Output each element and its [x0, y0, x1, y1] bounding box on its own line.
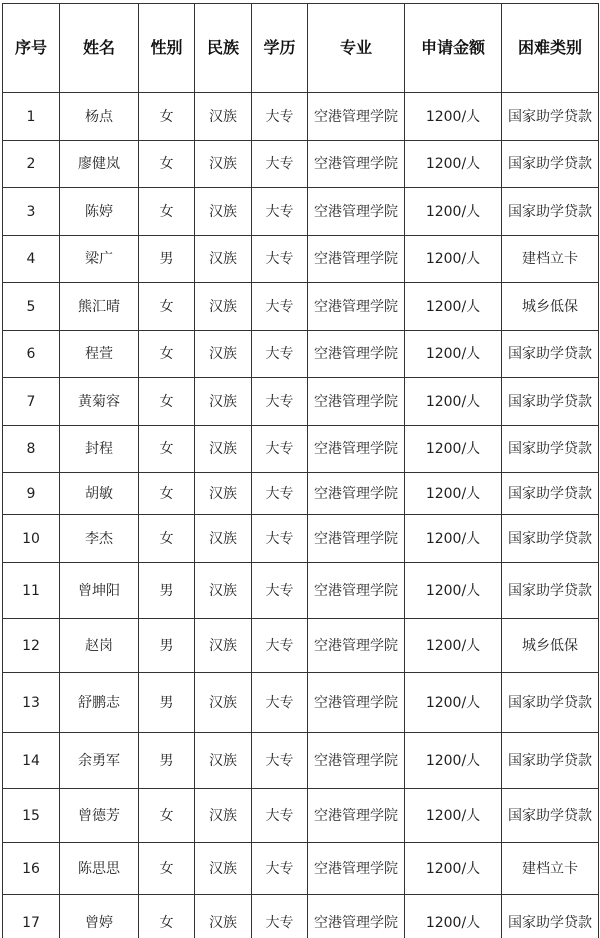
cell-gender: 女: [139, 789, 195, 843]
cell-gender: 女: [139, 895, 195, 938]
cell-category: 国家助学贷款: [502, 331, 599, 378]
table-row: [3, 563, 599, 619]
cell-no: 4: [3, 236, 60, 283]
cell-no: 13: [3, 673, 60, 733]
cell-no: 16: [3, 843, 60, 895]
cell-no: 10: [3, 515, 60, 563]
cell-major: 空港管理学院: [308, 895, 405, 938]
cell-education: 大专: [252, 843, 308, 895]
cell-amount: 1200/人: [405, 563, 502, 619]
cell-amount: 1200/人: [405, 515, 502, 563]
cell-education: 大专: [252, 141, 308, 188]
cell-category: 城乡低保: [502, 619, 599, 673]
cell-education: 大专: [252, 733, 308, 789]
cell-gender: 女: [139, 473, 195, 515]
header-cell-major: 专业: [308, 4, 405, 93]
cell-name: 梁广: [60, 236, 139, 283]
cell-category: 城乡低保: [502, 283, 599, 331]
cell-major: 空港管理学院: [308, 331, 405, 378]
student-aid-table: [2, 3, 599, 938]
cell-ethnicity: 汉族: [195, 283, 252, 331]
cell-major: 空港管理学院: [308, 619, 405, 673]
cell-ethnicity: 汉族: [195, 733, 252, 789]
cell-education: 大专: [252, 789, 308, 843]
cell-ethnicity: 汉族: [195, 843, 252, 895]
cell-category: 国家助学贷款: [502, 563, 599, 619]
cell-no: 2: [3, 141, 60, 188]
cell-ethnicity: 汉族: [195, 619, 252, 673]
header-row: [3, 4, 599, 93]
header-cell-name: 姓名: [60, 4, 139, 93]
cell-category: 国家助学贷款: [502, 789, 599, 843]
cell-education: 大专: [252, 515, 308, 563]
cell-amount: 1200/人: [405, 473, 502, 515]
cell-ethnicity: 汉族: [195, 673, 252, 733]
cell-education: 大专: [252, 673, 308, 733]
cell-name: 曾坤阳: [60, 563, 139, 619]
cell-category: 国家助学贷款: [502, 473, 599, 515]
cell-amount: 1200/人: [405, 236, 502, 283]
table-row: [3, 895, 599, 938]
cell-category: 建档立卡: [502, 843, 599, 895]
cell-gender: 男: [139, 733, 195, 789]
table-row: [3, 673, 599, 733]
table-body: [3, 93, 599, 938]
table-row: [3, 426, 599, 473]
table-row: [3, 141, 599, 188]
cell-gender: 女: [139, 426, 195, 473]
cell-ethnicity: 汉族: [195, 93, 252, 141]
cell-major: 空港管理学院: [308, 236, 405, 283]
cell-no: 17: [3, 895, 60, 938]
cell-education: 大专: [252, 895, 308, 938]
table-row: [3, 283, 599, 331]
cell-education: 大专: [252, 93, 308, 141]
cell-major: 空港管理学院: [308, 141, 405, 188]
cell-amount: 1200/人: [405, 378, 502, 426]
cell-education: 大专: [252, 619, 308, 673]
cell-major: 空港管理学院: [308, 733, 405, 789]
cell-no: 6: [3, 331, 60, 378]
cell-major: 空港管理学院: [308, 93, 405, 141]
table-row: [3, 236, 599, 283]
cell-gender: 男: [139, 563, 195, 619]
cell-category: 国家助学贷款: [502, 515, 599, 563]
cell-no: 7: [3, 378, 60, 426]
cell-ethnicity: 汉族: [195, 895, 252, 938]
cell-no: 9: [3, 473, 60, 515]
cell-gender: 男: [139, 673, 195, 733]
cell-amount: 1200/人: [405, 619, 502, 673]
cell-amount: 1200/人: [405, 895, 502, 938]
cell-category: 国家助学贷款: [502, 673, 599, 733]
cell-gender: 女: [139, 515, 195, 563]
cell-ethnicity: 汉族: [195, 473, 252, 515]
cell-amount: 1200/人: [405, 843, 502, 895]
cell-education: 大专: [252, 236, 308, 283]
cell-name: 黄菊容: [60, 378, 139, 426]
cell-amount: 1200/人: [405, 673, 502, 733]
cell-no: 8: [3, 426, 60, 473]
cell-ethnicity: 汉族: [195, 789, 252, 843]
cell-name: 熊汇晴: [60, 283, 139, 331]
table-row: [3, 473, 599, 515]
cell-ethnicity: 汉族: [195, 515, 252, 563]
cell-major: 空港管理学院: [308, 843, 405, 895]
cell-education: 大专: [252, 426, 308, 473]
cell-amount: 1200/人: [405, 426, 502, 473]
cell-amount: 1200/人: [405, 188, 502, 236]
cell-gender: 女: [139, 188, 195, 236]
cell-ethnicity: 汉族: [195, 378, 252, 426]
cell-category: 国家助学贷款: [502, 188, 599, 236]
cell-amount: 1200/人: [405, 733, 502, 789]
cell-gender: 女: [139, 378, 195, 426]
cell-name: 廖健岚: [60, 141, 139, 188]
table-row: [3, 619, 599, 673]
cell-major: 空港管理学院: [308, 473, 405, 515]
cell-education: 大专: [252, 563, 308, 619]
cell-amount: 1200/人: [405, 141, 502, 188]
cell-gender: 男: [139, 619, 195, 673]
cell-name: 李杰: [60, 515, 139, 563]
cell-gender: 男: [139, 236, 195, 283]
header-cell-gender: 性别: [139, 4, 195, 93]
cell-major: 空港管理学院: [308, 789, 405, 843]
table-row: [3, 188, 599, 236]
cell-category: 国家助学贷款: [502, 426, 599, 473]
cell-name: 封程: [60, 426, 139, 473]
cell-name: 赵岗: [60, 619, 139, 673]
cell-ethnicity: 汉族: [195, 563, 252, 619]
cell-gender: 女: [139, 843, 195, 895]
table-row: [3, 733, 599, 789]
cell-no: 14: [3, 733, 60, 789]
cell-no: 12: [3, 619, 60, 673]
cell-gender: 女: [139, 283, 195, 331]
cell-name: 杨点: [60, 93, 139, 141]
cell-gender: 女: [139, 93, 195, 141]
cell-category: 国家助学贷款: [502, 895, 599, 938]
cell-ethnicity: 汉族: [195, 188, 252, 236]
cell-gender: 女: [139, 141, 195, 188]
cell-education: 大专: [252, 188, 308, 236]
cell-ethnicity: 汉族: [195, 331, 252, 378]
cell-no: 5: [3, 283, 60, 331]
cell-no: 11: [3, 563, 60, 619]
cell-education: 大专: [252, 378, 308, 426]
cell-category: 国家助学贷款: [502, 93, 599, 141]
cell-ethnicity: 汉族: [195, 141, 252, 188]
cell-major: 空港管理学院: [308, 426, 405, 473]
cell-category: 国家助学贷款: [502, 733, 599, 789]
table-row: [3, 843, 599, 895]
cell-no: 1: [3, 93, 60, 141]
cell-name: 程萱: [60, 331, 139, 378]
cell-category: 国家助学贷款: [502, 378, 599, 426]
table-row: [3, 93, 599, 141]
cell-category: 国家助学贷款: [502, 141, 599, 188]
cell-major: 空港管理学院: [308, 283, 405, 331]
cell-name: 曾婷: [60, 895, 139, 938]
cell-name: 舒鹏志: [60, 673, 139, 733]
header-cell-education: 学历: [252, 4, 308, 93]
cell-name: 陈思思: [60, 843, 139, 895]
cell-no: 15: [3, 789, 60, 843]
header-cell-no: 序号: [3, 4, 60, 93]
cell-education: 大专: [252, 473, 308, 515]
cell-gender: 女: [139, 331, 195, 378]
cell-name: 余勇军: [60, 733, 139, 789]
cell-amount: 1200/人: [405, 283, 502, 331]
cell-no: 3: [3, 188, 60, 236]
cell-major: 空港管理学院: [308, 378, 405, 426]
cell-name: 曾德芳: [60, 789, 139, 843]
cell-major: 空港管理学院: [308, 515, 405, 563]
table-row: [3, 789, 599, 843]
header-cell-category: 困难类别: [502, 4, 599, 93]
table-row: [3, 331, 599, 378]
cell-education: 大专: [252, 331, 308, 378]
cell-category: 建档立卡: [502, 236, 599, 283]
header-cell-ethnicity: 民族: [195, 4, 252, 93]
cell-amount: 1200/人: [405, 93, 502, 141]
cell-education: 大专: [252, 283, 308, 331]
cell-amount: 1200/人: [405, 331, 502, 378]
cell-amount: 1200/人: [405, 789, 502, 843]
header-cell-amount: 申请金额: [405, 4, 502, 93]
cell-name: 胡敏: [60, 473, 139, 515]
table-row: [3, 378, 599, 426]
cell-major: 空港管理学院: [308, 188, 405, 236]
cell-ethnicity: 汉族: [195, 236, 252, 283]
cell-name: 陈婷: [60, 188, 139, 236]
cell-major: 空港管理学院: [308, 563, 405, 619]
cell-major: 空港管理学院: [308, 673, 405, 733]
table-row: [3, 515, 599, 563]
cell-ethnicity: 汉族: [195, 426, 252, 473]
